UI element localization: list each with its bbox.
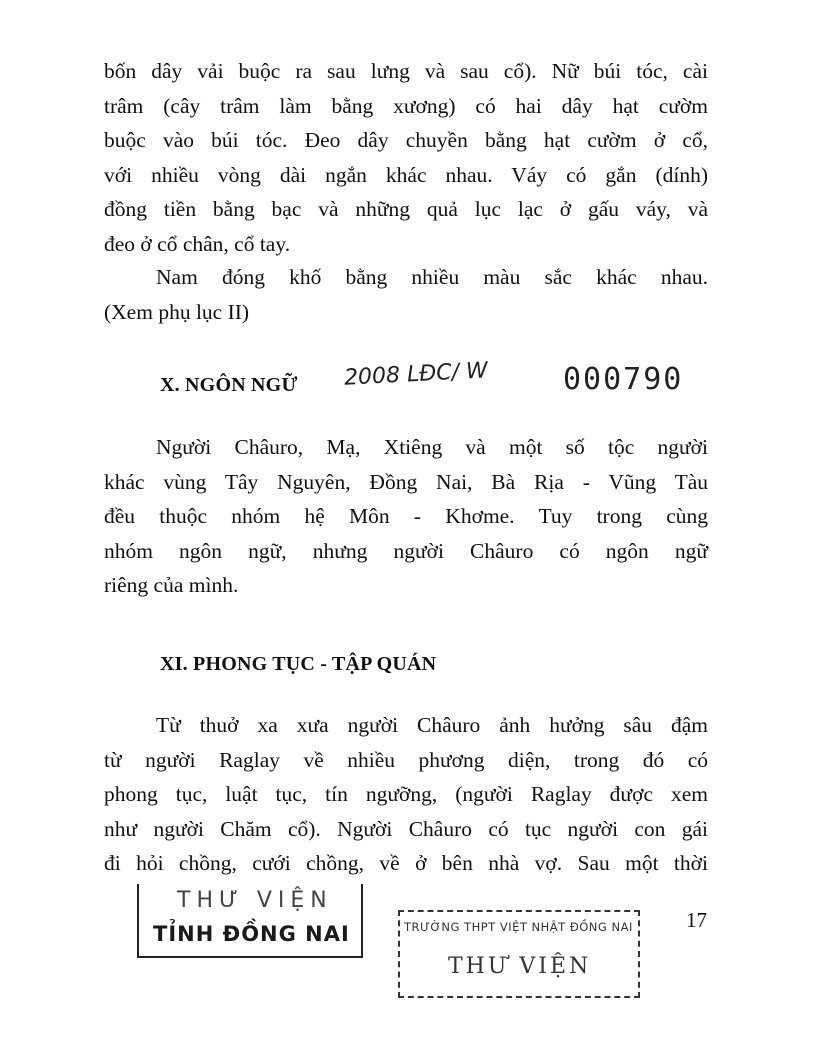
text-line: Từ thuở xa xưa người Châuro ảnh hưởng sâu đậm bbox=[156, 713, 708, 737]
handwritten-note: 2008 LĐC/ W bbox=[343, 358, 489, 391]
section-heading-customs: XI. PHONG TỤC - TẬP QUÁN bbox=[160, 653, 437, 675]
text-line: (Xem phụ lục II) bbox=[104, 299, 250, 324]
text-line: phong tục, luật tục, tín ngưỡng, (người Raglay được xem bbox=[104, 782, 708, 807]
text-line: đi hỏi chồng, cưới chồng, về ở bên nhà vợ. Sau một thời bbox=[104, 851, 708, 876]
page-number: 17 bbox=[686, 908, 707, 932]
paragraph-language bbox=[104, 430, 708, 603]
text-line: riêng của mình. bbox=[104, 573, 239, 598]
text-line: Nam đóng khố bằng nhiều màu sắc khác nhau. bbox=[156, 265, 708, 289]
text-line: bốn dây vải buộc ra sau lưng và sau cổ). Nữ búi tóc, cài bbox=[104, 59, 708, 83]
section-heading-language: X. NGÔN NGỮ bbox=[160, 374, 298, 396]
text-line: đeo ở cổ chân, cổ tay. bbox=[104, 231, 291, 256]
text-line: đều thuộc nhóm hệ Môn - Khơme. Tuy trong cùng bbox=[104, 504, 708, 529]
text-line: với nhiều vòng dài ngắn khác nhau. Váy có gắn (dính) bbox=[104, 162, 708, 187]
school-library-stamp bbox=[398, 910, 640, 998]
text-line: từ người Raglay về nhiều phương diện, trong đó có bbox=[104, 747, 708, 772]
library-stamp bbox=[137, 884, 363, 958]
text-line: nhóm ngôn ngữ, nhưng người Châuro có ngôn ngữ bbox=[104, 538, 708, 563]
text-line: đồng tiền bằng bạc và những quả lục lạc ở gấu váy, và bbox=[104, 197, 708, 222]
stamped-number: 000790 bbox=[563, 362, 684, 397]
library-stamp-line1: THƯ VIỆN bbox=[177, 888, 333, 913]
text-line: buộc vào búi tóc. Đeo dây chuyền bằng hạt cườm ở cổ, bbox=[104, 128, 708, 153]
text-line: trâm (cây trâm làm bằng xương) có hai dây hạt cườm bbox=[104, 93, 708, 118]
paragraph-costume bbox=[104, 54, 708, 262]
text-line: khác vùng Tây Nguyên, Đồng Nai, Bà Rịa - Vũng Tàu bbox=[104, 469, 708, 494]
library-stamp-line2: TỈNH ĐỒNG NAI bbox=[153, 922, 350, 946]
text-line: Người Châuro, Mạ, Xtiêng và một số tộc người bbox=[156, 435, 708, 459]
paragraph-men-clothing bbox=[104, 260, 708, 329]
paragraph-customs bbox=[104, 708, 708, 881]
text-line: như người Chăm cổ). Người Châuro có tục người con gái bbox=[104, 816, 708, 841]
school-stamp-line1: TRƯỜNG THPT VIỆT NHẬT ĐỒNG NAI bbox=[404, 920, 633, 934]
school-stamp-line2: THƯ VIỆN bbox=[448, 954, 592, 979]
